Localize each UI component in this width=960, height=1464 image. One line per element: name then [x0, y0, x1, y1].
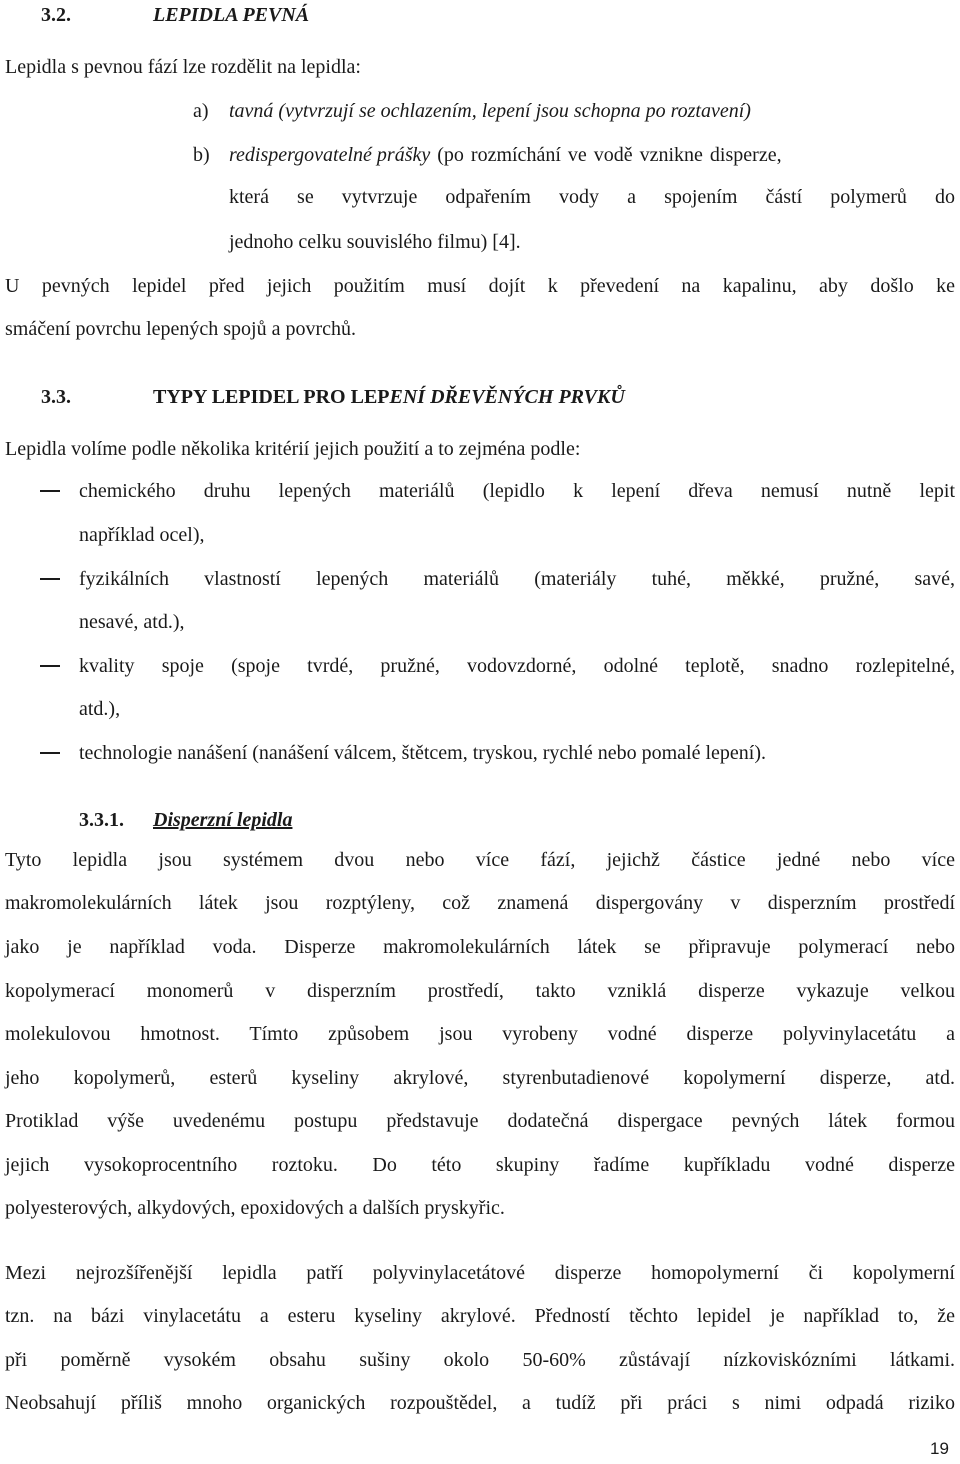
- criteria-item-line: například ocel),: [79, 524, 205, 546]
- list-item-b-line3: jednoho celku souvislého filmu) [4].: [229, 231, 521, 253]
- intro-text: Lepidla s pevnou fází lze rozdělit na lepidla:: [5, 56, 361, 78]
- section-title: LEPIDLA PEVNÁ: [153, 4, 310, 26]
- list-dash: [40, 578, 60, 580]
- paragraph-line: polyesterových, alkydových, epoxidových a dalších pryskyřic.: [5, 1197, 505, 1219]
- list-item-a: tavná (vytvrzují se ochlazením, lepení jsou schopna po roztavení): [229, 100, 751, 122]
- criteria-intro: Lepidla volíme podle několika kritérií jejich použití a to zejména podle:: [5, 438, 581, 460]
- list-item-b-rest: (po rozmíchání ve vodě vznikne disperze,: [430, 144, 782, 166]
- paragraph-line: jako je například voda. Disperze makromolekulárních látek se připravuje polymerací nebo: [5, 936, 955, 958]
- criteria-item-line: fyzikálních vlastností lepených materiálů (materiály tuhé, měkké, pružné, savé,: [79, 568, 955, 590]
- list-dash: [40, 752, 60, 754]
- paragraph-line: Mezi nejrozšířenější lepidla patří polyvinylacetátové disperze homopolymerní či kopolymerní: [5, 1262, 955, 1284]
- section-number: 3.3.: [41, 386, 71, 408]
- subsection-number: 3.3.1.: [79, 809, 124, 831]
- paragraph-line: jejich vysokoprocentního roztoku. Do této skupiny řadíme kupříkladu vodné disperze: [5, 1154, 955, 1176]
- section-title: [153, 385, 625, 409]
- section-title-italic: ENÍ DŘEVĚNÝCH PRVKŮ: [389, 386, 625, 408]
- criteria-item-line: chemického druhu lepených materiálů (lepidlo k lepení dřeva nemusí nutně lepit: [79, 480, 955, 502]
- criteria-item-line: atd.),: [79, 698, 121, 720]
- page-number: 19: [930, 1439, 949, 1458]
- paragraph-line: Tyto lepidla jsou systémem dvou nebo více fází, jejichž částice jedné nebo více: [5, 849, 955, 871]
- paragraph-line: při poměrně vysokém obsahu sušiny okolo 50-60% zůstávají nízkoviskózními látkami.: [5, 1349, 955, 1371]
- list-marker-b: b): [193, 144, 210, 166]
- paragraph-line: U pevných lepidel před jejich použitím musí dojít k převedení na kapalinu, aby došlo ke: [5, 275, 955, 297]
- paragraph-line: Protiklad výše uvedenému postupu představuje dodatečná dispergace pevných látek formou: [5, 1110, 955, 1132]
- list-item-b-italic: redispergovatelné prášky: [229, 144, 431, 166]
- list-dash: [40, 490, 60, 492]
- paragraph-line: tzn. na bázi vinylacetátu a esteru kyseliny akrylové. Předností těchto lepidel je například to, že: [5, 1305, 955, 1327]
- criteria-item-line: kvality spoje (spoje tvrdé, pružné, vodovzdorné, odolné teplotě, snadno rozlepitelné,: [79, 655, 955, 677]
- paragraph-line: Neobsahují příliš mnoho organických rozpouštědel, a tudíž při práci s nimi odpadá riziko: [5, 1392, 955, 1414]
- section-number: 3.2.: [41, 4, 71, 26]
- subsection-title: Disperzní lepidla: [153, 809, 293, 831]
- section-title-plain: TYPY LEPIDEL PRO LEP: [153, 386, 390, 408]
- paragraph-line: smáčení povrchu lepených spojů a povrchů.: [5, 318, 357, 340]
- list-dash: [40, 665, 60, 667]
- criteria-item-line: nesavé, atd.),: [79, 611, 185, 633]
- list-item-b-line1: [229, 143, 955, 167]
- paragraph-line: kopolymerací monomerů v disperzním prostředí, takto vzniklá disperze vykazuje velkou: [5, 980, 955, 1002]
- list-marker-a: a): [193, 100, 209, 122]
- list-item-b-line2: která se vytvrzuje odpařením vody a spojením částí polymerů do: [229, 186, 955, 208]
- paragraph-line: makromolekulárních látek jsou rozptýleny, což znamená dispergovány v disperzním prostředí: [5, 892, 955, 914]
- paragraph-line: jeho kopolymerů, esterů kyseliny akrylové, styrenbutadienové kopolymerní disperze, atd.: [5, 1067, 955, 1089]
- paragraph-line: molekulovou hmotnost. Tímto způsobem jsou vyrobeny vodné disperze polyvinylacetátu a: [5, 1023, 955, 1045]
- criteria-item-line: technologie nanášení (nanášení válcem, štětcem, tryskou, rychlé nebo pomalé lepení).: [79, 742, 766, 764]
